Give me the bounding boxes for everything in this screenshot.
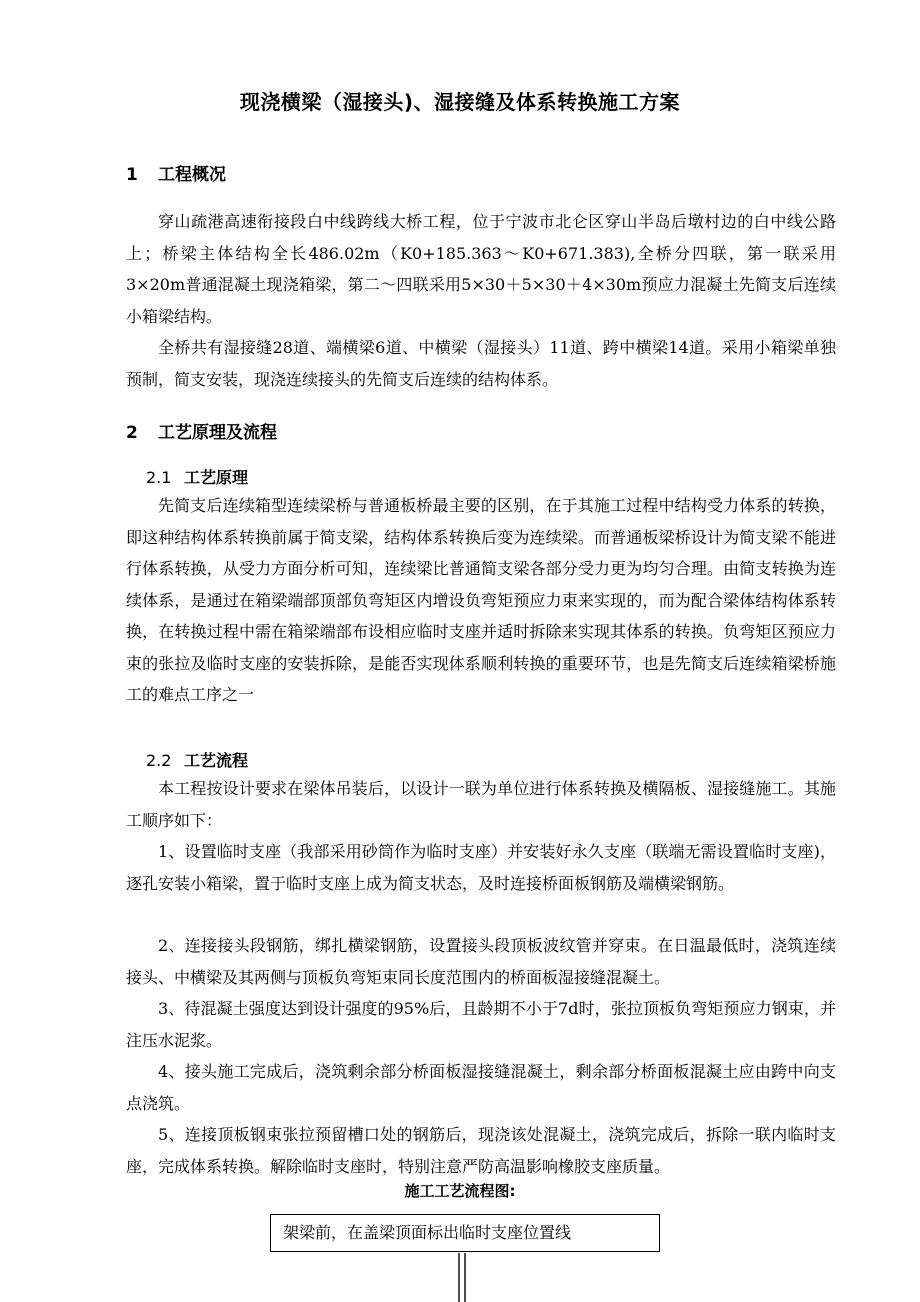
- subsection-number: 2.2: [146, 751, 172, 770]
- section-title: 工艺原理及流程: [158, 423, 277, 443]
- flowchart-caption: 施工工艺流程图:: [404, 1182, 516, 1200]
- list-item: 3、待混凝土强度达到设计强度的95%后，且龄期不小于7d时，张拉顶板负弯矩预应力钢束，并注压水泥浆。: [126, 999, 836, 1050]
- list-item: 5、连接顶板钢束张拉预留槽口处的钢筋后，现浇该处混凝土，浇筑完成后，拆除一联内临时支座，完成体系转换。解除临时支座时，特别注意严防高温影响橡胶支座质量。: [126, 1125, 836, 1176]
- list-item: 4、接头施工完成后，浇筑剩余部分桥面板湿接缝混凝土，剩余部分桥面板混凝土应由跨中向支点浇筑。: [126, 1062, 836, 1113]
- subsection-heading-2-1: [146, 465, 248, 488]
- subsection-title: 工艺流程: [184, 751, 249, 770]
- list-item: 1、设置临时支座（我部采用砂筒作为临时支座）并安装好永久支座（联端无需设置临时支座)，逐孔安装小箱梁，置于临时支座上成为简支状态，及时连接桥面板钢筋及端横梁钢筋。: [126, 842, 836, 893]
- document-title: 现浇横梁（湿接头)、湿接缝及体系转换施工方案: [239, 90, 681, 114]
- paragraph: 本工程按设计要求在梁体吊装后，以设计一联为单位进行体系转换及横隔板、湿接缝施工。其施工顺序如下：: [126, 779, 836, 830]
- flowchart-step: 架梁前，在盖梁顶面标出临时支座位置线: [270, 1214, 660, 1252]
- down-arrow-icon: [452, 1253, 472, 1302]
- section-number: 1: [126, 165, 138, 185]
- list-item: 2、连接接头段钢筋，绑扎横梁钢筋，设置接头段顶板波纹管并穿束。在日温最低时，浇筑连续接头、中横梁及其两侧与顶板负弯矩束同长度范围内的桥面板湿接缝混凝土。: [126, 936, 836, 987]
- section-heading-2: [126, 418, 277, 443]
- section-heading-1: [126, 160, 226, 185]
- section-title: 工程概况: [158, 165, 226, 185]
- paragraph: 穿山疏港高速衔接段白中线跨线大桥工程，位于宁波市北仑区穿山半岛后墩村边的白中线公路上；桥梁主体结构全长486.02m（K0+185.363～K0+671.383),全桥分四联，第一联采用3×20m普通混凝土现浇箱梁，第二～四联采用5×30＋5×30＋4×30m预应力混凝土先简支后连续小箱梁结构。: [126, 212, 836, 326]
- subsection-title: 工艺原理: [184, 468, 249, 487]
- paragraph: 先简支后连续箱型连续梁桥与普通板桥最主要的区别，在于其施工过程中结构受力体系的转换，即这种结构体系转换前属于简支梁，结构体系转换后变为连续梁。而普通板梁桥设计为简支梁不能进行体系转换，从受力方面分析可知，连续梁比普通简支梁各部分受力更为均匀合理。由简支转换为连续体系，是通过在箱梁端部顶部负弯矩区内增设负弯矩预应力束来实现的，而为配合梁体结构体系转换，在转换过程中需在箱梁端部布设相应临时支座并适时拆除来实现其体系的转换。负弯矩区预应力束的张拉及临时支座的安装拆除，是能否实现体系顺利转换的重要环节，也是先简支后连续箱梁桥施工的难点工序之一: [126, 496, 836, 704]
- subsection-number: 2.1: [146, 468, 172, 487]
- section-number: 2: [126, 423, 138, 443]
- subsection-heading-2-2: [146, 748, 248, 771]
- paragraph: 全桥共有湿接缝28道、端横梁6道、中横梁（湿接头）11道、跨中横梁14道。采用小箱梁单独预制，简支安装，现浇连续接头的先简支后连续的结构体系。: [126, 338, 836, 389]
